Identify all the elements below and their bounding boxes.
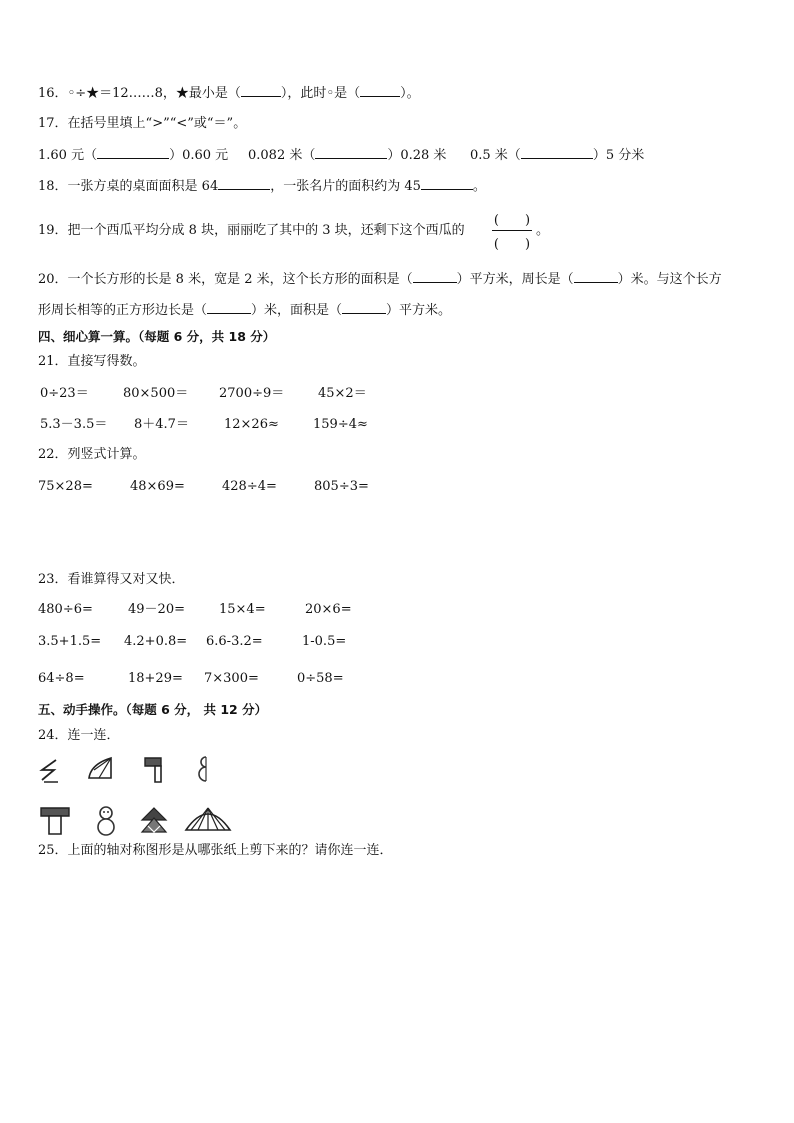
calc-item: 20×6= bbox=[305, 602, 352, 617]
vertical-calc-item: 75×28= bbox=[38, 479, 93, 494]
calc-item: 3.5+1.5= bbox=[38, 634, 102, 649]
calc-item: 15×4= bbox=[219, 602, 266, 617]
question-20-line-1: 20．一个长方形的长是 8 米，宽是 2 米，这个长方形的面积是（ ）平方米，周长是（ ）米。与这个长方 bbox=[38, 272, 722, 287]
calc-item: 8＋4.7＝ bbox=[134, 417, 189, 432]
fraction-bar bbox=[492, 230, 532, 231]
calc-item: 49－20= bbox=[128, 602, 185, 617]
calc-item: 64÷8= bbox=[38, 671, 85, 686]
calc-item: 6.6-3.2= bbox=[206, 634, 263, 649]
calc-item: 4.2+0.8= bbox=[124, 634, 188, 649]
vertical-calc-item: 805÷3= bbox=[314, 479, 369, 494]
calc-item: 18+29= bbox=[128, 671, 183, 686]
calc-item: 1-0.5= bbox=[302, 634, 347, 649]
section-heading-5: 五、动手操作。（每题 6 分， 共 12 分） bbox=[38, 702, 268, 717]
half-mushroom-icon[interactable] bbox=[141, 756, 165, 784]
question-19: 19．把一个西瓜平均分成 8 块，丽丽吃了其中的 3 块，还剩下这个西瓜的 bbox=[38, 223, 465, 238]
full-snowman-icon[interactable] bbox=[94, 805, 118, 837]
half-umbrella-icon[interactable] bbox=[85, 756, 115, 782]
calc-item: 480÷6= bbox=[38, 602, 93, 617]
question-23: 23．看谁算得又对又快． bbox=[38, 572, 185, 587]
question-16: 16．◦÷★＝12……8，★最小是（ ），此时◦是（ ）。 bbox=[38, 86, 420, 101]
answer-blank[interactable] bbox=[342, 301, 386, 314]
half-shape-zigzag-icon[interactable] bbox=[38, 758, 62, 784]
question-21: 21．直接写得数。 bbox=[38, 354, 146, 369]
calc-item: 7×300= bbox=[204, 671, 259, 686]
comparison-item-2: 0.082 米（ ）0.28 米 bbox=[248, 148, 447, 163]
answer-blank[interactable] bbox=[207, 301, 251, 314]
question-18: 18．一张方桌的桌面面积是 64 ，一张名片的面积约为 45 。 bbox=[38, 179, 486, 194]
calc-item: 45×2＝ bbox=[318, 386, 367, 401]
vertical-calc-item: 48×69= bbox=[130, 479, 185, 494]
answer-blank[interactable] bbox=[97, 146, 169, 159]
full-tree-arrow-icon[interactable] bbox=[138, 806, 170, 836]
question-17: 17．在括号里填上“>”“<”或“＝”。 bbox=[38, 116, 247, 131]
calc-item: 0÷58= bbox=[297, 671, 344, 686]
q19-end: 。 bbox=[536, 223, 550, 238]
calc-item: 80×500＝ bbox=[123, 386, 189, 401]
answer-blank[interactable] bbox=[413, 270, 457, 283]
question-22: 22．列竖式计算。 bbox=[38, 447, 146, 462]
calc-item: 12×26≈ bbox=[224, 417, 279, 432]
section-heading-4: 四、细心算一算。（每题 6 分，共 18 分） bbox=[38, 329, 276, 344]
answer-blank[interactable] bbox=[574, 270, 618, 283]
half-snowman-icon[interactable] bbox=[194, 754, 214, 784]
fraction-numerator: ( ) bbox=[493, 213, 531, 228]
answer-blank[interactable] bbox=[360, 84, 400, 97]
answer-blank[interactable] bbox=[421, 177, 473, 190]
calc-item: 5.3－3.5＝ bbox=[40, 417, 108, 432]
answer-blank[interactable] bbox=[315, 146, 387, 159]
question-25: 25．上面的轴对称图形是从哪张纸上剪下来的？请你连一连． bbox=[38, 843, 393, 858]
fraction-denominator: ( ) bbox=[493, 237, 531, 252]
comparison-row: 1.60 元（ ）0.60 元 bbox=[38, 148, 229, 163]
calc-item: 159÷4≈ bbox=[313, 417, 368, 432]
answer-blank[interactable] bbox=[218, 177, 270, 190]
answer-blank[interactable] bbox=[241, 84, 281, 97]
full-umbrella-icon[interactable] bbox=[184, 806, 232, 834]
fraction-answer[interactable] bbox=[490, 207, 534, 253]
answer-blank[interactable] bbox=[521, 146, 593, 159]
full-mushroom-icon[interactable] bbox=[38, 806, 72, 836]
vertical-calc-item: 428÷4= bbox=[222, 479, 277, 494]
calc-item: 2700÷9＝ bbox=[219, 386, 285, 401]
question-20-line-2: 形周长相等的正方形边长是（ ）米，面积是（ ）平方米。 bbox=[38, 303, 452, 318]
calc-item: 0÷23＝ bbox=[40, 386, 89, 401]
question-24: 24．连一连． bbox=[38, 728, 120, 743]
comparison-item-3: 0.5 米（ ）5 分米 bbox=[470, 148, 645, 163]
